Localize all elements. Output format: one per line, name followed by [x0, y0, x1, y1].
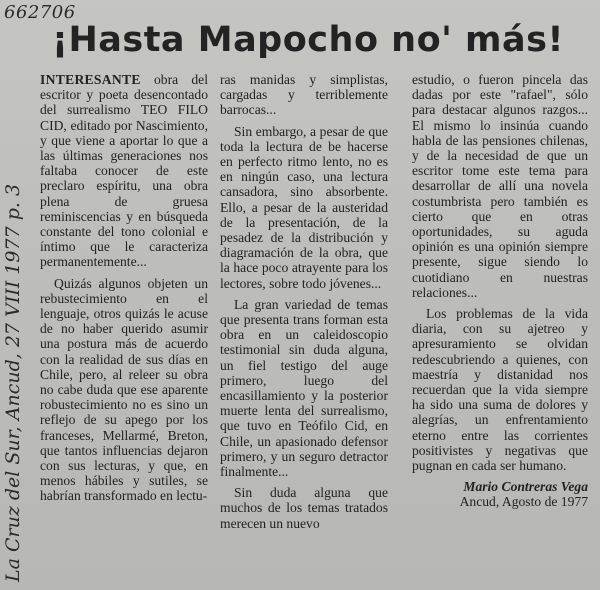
- paragraph: Quizás algunos objeten un rebustecimiento en el lenguaje, otros quizás le acuse de no haber querido asumir una postura más de acuerdo con la realidad de sus días en Chile, pero, al releer su obra no cabe duda que ese aparente robustecimiento no es sino un reflejo de su apego por los franceses, Mellarmé, Breton, que tantos influencias dejaron con sus lecturas, y que, en menos hábiles y sutiles, se habrían transformado en lectu-: [40, 275, 208, 504]
- handwritten-source-note: La Cruz del Sur, Ancud, 27 VIII 1977 p. 3: [2, 183, 24, 582]
- paragraph: ras manidas y simplistas, cargadas y terriblemente barrocas...: [220, 72, 388, 118]
- paragraph: La gran variedad de temas que presenta trans forman esta obra en un caleidoscopio testimonial sin duda alguna, un fiel testigo del auge primero, luego del encasillamiento y la posterior muerte lenta del surrealismo, que tuvo en Teófilo Cid, en Chile, un apasionado defensor primero, y un seguro detractor finalmente...: [220, 296, 388, 480]
- author-signature: Mario Contreras Vega: [463, 479, 588, 495]
- paragraph-text: obra del escritor y poeta desencontado del surrealismo TEO FILO CID, editado por Nascimiento, y que viene a aportar lo que a las últimas generaciones nos faltaba conocer de este preclaro espíritu, una obra plena de gruesa reminiscencias y en búsqueda constante del tono colonial e íntimo que le caracteriza permanentemente...: [40, 72, 208, 270]
- paragraph: Los problemas de la vida diaria, con su ajetreo y apresuramiento se olvidan redescubriendo a quienes, con maestría y distanidad nos recuerdan que la vida siempre ha sido una suma de dolores y alegrías, un enfrentamiento eterno entre las corrientes positivistes y negativas que pugnan en cada ser humano.: [412, 306, 588, 474]
- paragraph: Sin duda alguna que muchos de los temas tratados merecen un nuevo: [220, 485, 388, 531]
- lead-word: INTERESANTE: [40, 72, 141, 87]
- paragraph: [40, 72, 208, 270]
- dateline: Ancud, Agosto de 1977: [459, 494, 588, 510]
- archive-reference-number: 662706: [4, 2, 76, 23]
- article-column-1: [40, 72, 208, 510]
- article-column-2: [220, 72, 388, 537]
- article-column-3: [412, 72, 588, 510]
- paragraph: estudio, o fueron pincela das dadas por este "rafael", sólo para destacar algunos razgos... El mismo lo insinúa cuando habla de las pensiones chilenas, y de la necesidad de que un escritor tome este tema para desarrollar de allí una novela costumbrista pero también es cierto que en otras oportunidades, su aguda opinión es una opinión siempre presente, sigue siendo lo cuotidiano en nuestras relaciones...: [412, 72, 588, 300]
- article-headline: ¡Hasta Mapocho no' más!: [52, 20, 564, 60]
- paragraph: Sin embargo, a pesar de que toda la lectura de be hacerse en perfecto ritmo lento, no es en ningún caso, una lectura cansadora, sino absorbente. Ello, a pesar de la austeridad de la presentación, de la pesadez de la distribución y diagramación de la obra, que la hace poco atrayente para los lectores, sobre todo jóvenes...: [220, 123, 388, 291]
